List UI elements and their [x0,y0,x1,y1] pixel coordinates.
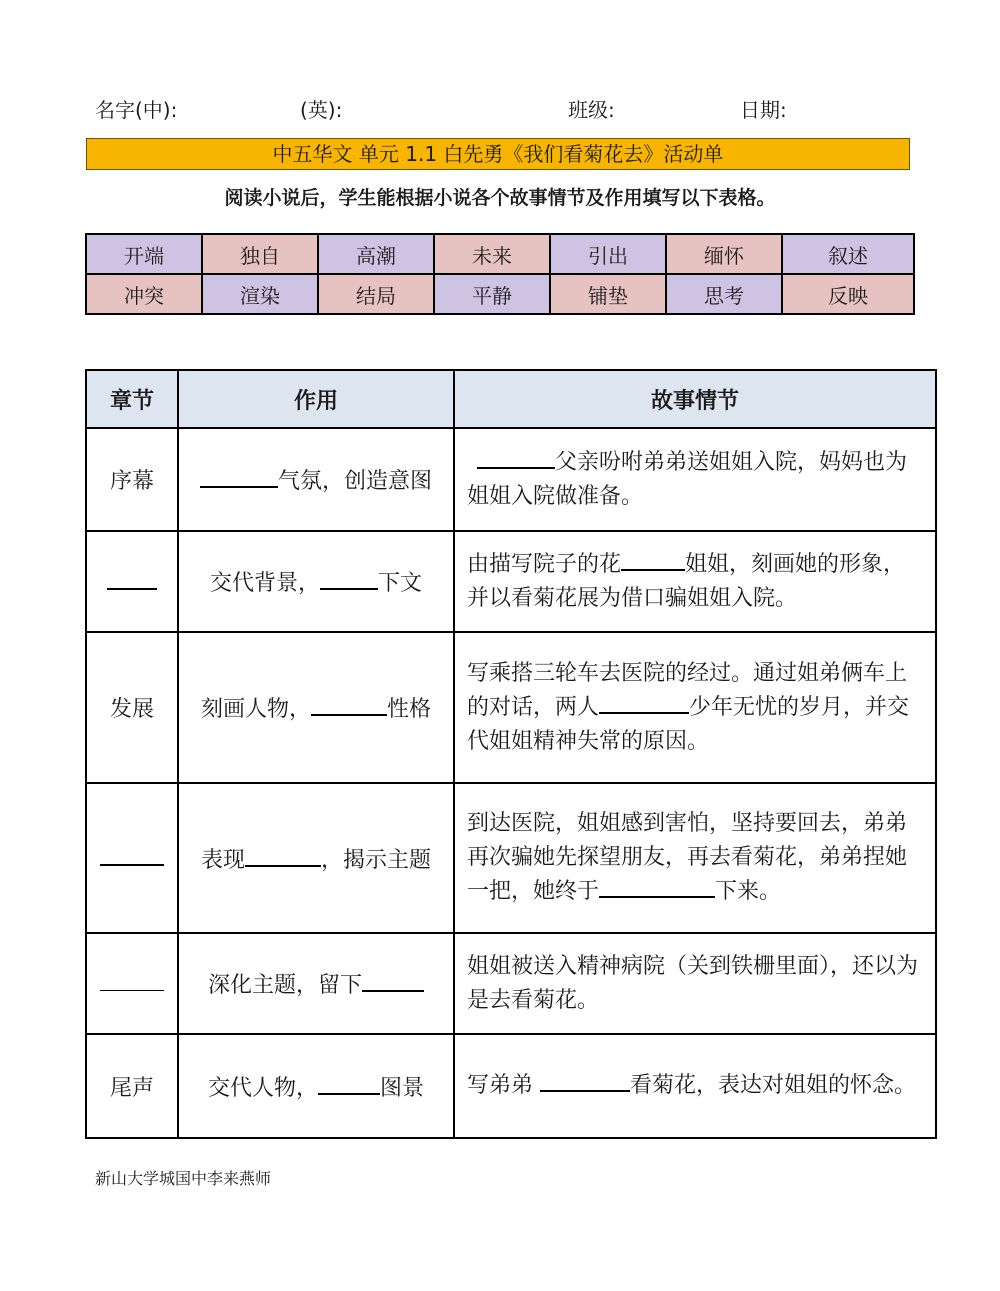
plot-cell [454,1034,936,1138]
header-plot: 故事情节 [454,370,936,428]
plot-text-b: 下来。 [715,879,782,904]
header-function: 作用 [178,370,454,428]
plot-text-b: 姐姐，刻画她的形象，并以看菊花展为借口骗姐姐入院。 [467,551,906,611]
function-text-a: 交代人物， [207,1075,318,1101]
plot-text-a: 写弟弟 [467,1073,540,1098]
blank-input[interactable] [362,970,424,992]
header-chapter: 章节 [86,370,178,428]
function-text-b: 气氛，创造意图 [277,469,432,494]
blank-input[interactable] [311,694,387,716]
chapter-cell [86,632,178,783]
plot-text-b: 父亲吩咐弟弟送姐姐入院，妈妈也为姐姐入院做准备。 [467,449,908,509]
chapter-cell [86,428,178,531]
chapter-cell [86,933,178,1034]
table-row [86,428,936,531]
blank-input[interactable] [599,692,689,714]
chapter-cell [86,1034,178,1138]
plot-text-a: 姐姐被送入精神病院（关到铁栅里面），还以为是去看菊花。 [467,953,919,1013]
blank-input[interactable] [621,549,685,571]
blank-input[interactable] [200,466,278,488]
plot-text-b: 少年无忧的岁月，并交代姐姐精神失常的原因。 [467,694,910,754]
name-en-label: (英): [300,98,343,122]
function-text-a: 交代背景， [209,571,320,596]
word-bank-row [86,274,914,314]
function-text-b: 图景 [380,1075,425,1101]
blank-input[interactable] [318,1073,380,1095]
plot-text-b: 看菊花，表达对姐姐的怀念。 [630,1073,917,1098]
word-tile[interactable]: 缅怀 [666,234,782,274]
class-label: 班级: [568,98,615,122]
plot-text-a: 到达医院，姐姐感到害怕，坚持要回去，弟弟再次骗她先探望朋友，再去看菊花，弟弟捏她一把，她终于 [467,811,908,904]
function-text-b: 下文 [378,571,423,596]
function-cell [178,632,454,783]
word-tile[interactable]: 高潮 [318,234,434,274]
table-header-row [86,370,936,428]
word-tile[interactable]: 引出 [550,234,666,274]
function-text-a: 刻画人物， [200,697,311,722]
chapter-label: 序幕 [109,469,154,494]
chapter-cell [86,783,178,933]
word-bank-row [86,234,914,274]
date-label: 日期: [740,98,787,122]
function-cell [178,933,454,1034]
plot-cell [454,632,936,783]
function-text-a: 深化主题，留下 [207,973,362,998]
blank-input[interactable] [100,970,164,991]
name-cn-label: 名字(中): [95,98,178,122]
chapter-label: 发展 [109,697,154,722]
function-cell [178,428,454,531]
blank-input[interactable] [599,876,715,898]
plot-text-a: 由描写院子的花 [467,551,622,577]
table-row [86,531,936,632]
word-tile[interactable]: 反映 [782,274,914,314]
word-tile[interactable]: 铺垫 [550,274,666,314]
plot-cell [454,783,936,933]
blank-input[interactable] [477,447,555,469]
blank-input[interactable] [320,568,378,590]
plot-cell [454,933,936,1034]
chapter-cell [86,531,178,632]
word-tile[interactable]: 结局 [318,274,434,314]
plot-cell [454,428,936,531]
word-tile[interactable]: 独自 [202,234,318,274]
word-tile[interactable]: 开端 [86,234,202,274]
word-tile[interactable]: 平静 [434,274,550,314]
word-bank [85,233,915,315]
word-tile[interactable]: 冲突 [86,274,202,314]
plot-table [85,369,937,1139]
function-text-b: 性格 [387,697,432,722]
plot-text-a: 写乘搭三轮车去医院的经过。通过姐弟俩车上的对话，两人 [467,660,908,720]
blank-input[interactable] [540,1070,630,1092]
word-tile[interactable]: 思考 [666,274,782,314]
table-row [86,933,936,1034]
plot-cell [454,531,936,632]
word-tile[interactable]: 未来 [434,234,550,274]
chapter-label: 尾声 [109,1075,154,1101]
function-cell [178,531,454,632]
teacher-credit: 新山大学城国中李来燕师 [95,1169,272,1188]
blank-input[interactable] [100,844,164,866]
function-cell [178,783,454,933]
worksheet-title-banner: 中五华文 单元 1.1 白先勇《我们看菊花去》活动单 [86,138,910,170]
word-tile[interactable]: 渲染 [202,274,318,314]
word-tile[interactable]: 叙述 [782,234,914,274]
function-text-b: ，揭示主题 [321,847,432,873]
instruction-text: 阅读小说后，学生能根据小说各个故事情节及作用填写以下表格。 [224,187,776,209]
function-cell [178,1034,454,1138]
table-row [86,783,936,933]
table-row [86,1034,936,1138]
blank-input[interactable] [107,568,157,590]
blank-input[interactable] [245,845,321,867]
table-row [86,632,936,783]
function-text-a: 表现 [200,847,245,873]
